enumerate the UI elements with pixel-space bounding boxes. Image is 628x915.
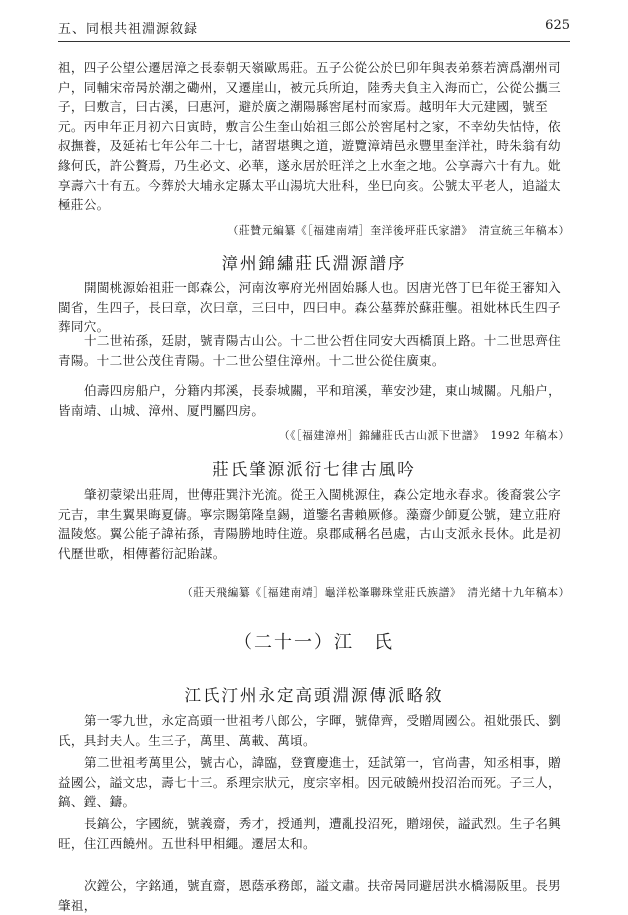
section-heading: 江氏汀州永定高頭淵源傳派略敘 (184, 686, 444, 705)
source-citation: （莊贊元編纂《［福建南靖］奎洋後坪莊氏家譜》 清宣統三年稿本） (227, 224, 570, 237)
section-title: 五、同根共祖淵源敘録 (58, 22, 199, 37)
section-heading: 莊氏肇源派衍七律古風吟 (212, 460, 416, 479)
section-heading: 漳州錦繡莊氏淵源譜序 (221, 254, 407, 273)
paragraph: 伯壽四房船户，分籍内邦溪，長泰城關，平和琯溪，華安沙建，東山城關。凡船户，皆南靖、山城、漳州、厦門屬四房。 (58, 383, 562, 418)
paragraph: 開閩桃源始祖莊一郎森公，河南汝寧府光州固始縣人也。因唐光啓丁巳年從王審知入閩省，生四子，長曰章，次曰章，三曰中，四曰申。森公墓葬於蘇莊壟。祖妣林氏生四子葬同穴。 (58, 280, 562, 335)
chapter-heading: （二十一）江 氏 (234, 632, 394, 653)
page-number: 625 (545, 18, 570, 33)
paragraph: 長鎬公，字國統，號義齋，秀才，授通判，遭亂投沼死，贈翊侯，謚武烈。生子名興旺，住江西饒州。五世科甲相繩。遷居太和。 (58, 816, 562, 851)
paragraph: 第二世祖考萬里公，號古心，諱臨，登寶慶進士，廷試第一，官尚書，知丞相事，贈益國公，謚文忠，壽七十三。系理宗狀元，度宗宰相。因元破饒州投沼治而死。子三人，鎬、鏜、鑄。 (58, 755, 562, 810)
paragraph: 祖，四子公望公遷居漳之長泰朝天嶺歐馬莊。五子公從公於巳卯年與表弟蔡若濟爲潮州司户，同輔宋帝昺於潮之磡州，又遷崖山，被元兵所迫，陸秀夫負主入海而亡，公從公攜三子，曰敷言，曰古溪，曰惠河，避於廣之潮陽縣窖尾村而家焉。越明年大元建國，號至元。丙申年正月初六日寅時，敷言公生奎山始祖三郎公於窖尾村之家，不幸幼失怙恃，依叔撫養，及延祐七年公年二十七，諸習堪輿之道，遊覽漳靖邑永豐里奎洋社，時朱翁有幼緣何氏，許公贅焉，乃生必文、必華，遂永居於旺洋之上水奎之地。公享壽六十有九。妣享壽六十有五。今葬於大埔永定縣太平山湯坑大壯科，坐巳向亥。公號太平老人，追謚太極莊公。 (58, 60, 561, 213)
source-citation: （《［福建漳州］錦繡莊氏古山派下世譜》 1992 年稿本） (278, 429, 570, 442)
header-rule (58, 41, 570, 42)
paragraph: 十二世祐孫，廷尉，號青陽古山公。十二世公哲住同安大西橋頂上路。十二世思齊住青陽。十二世公茂住青陽。十二世公望住漳州。十二世公從住廣東。 (58, 333, 562, 368)
paragraph: 次鏜公，字銘通，號直齋，恩蔭承務郎，謚文肅。扶帝昺同避居洪水橋湯阪里。長男肇祖， (58, 878, 562, 913)
paragraph: 肇初蒙梁出莊周，世傳莊巽汴光流。從王入閩桃源住，森公定地永春求。後裔裳公字元吉，聿生翼果晦夏儔。寧宗賜第隆皇錫，道鑒名書賴厥修。藻齋少師夏公號，建立莊府温陵悠。翼公能子諱祐孫，青陽勝地時住遊。泉郡咸稱名邑處，古山支派永長休。此是初代歷世歌，相傳蓄衍記貽謀。 (58, 487, 562, 561)
source-citation: （莊天飛編纂《［福建南靖］龜洋松峯聯珠堂莊氏族譜》 清光緒十九年稿本） (181, 586, 570, 599)
running-header (58, 14, 570, 38)
paragraph: 第一零九世，永定高頭一世祖考八郎公，字暉，號偉齊，受贈周國公。祖妣張氏、劉氏，具封夫人。生三子，萬里、萬載、萬頃。 (58, 713, 562, 748)
